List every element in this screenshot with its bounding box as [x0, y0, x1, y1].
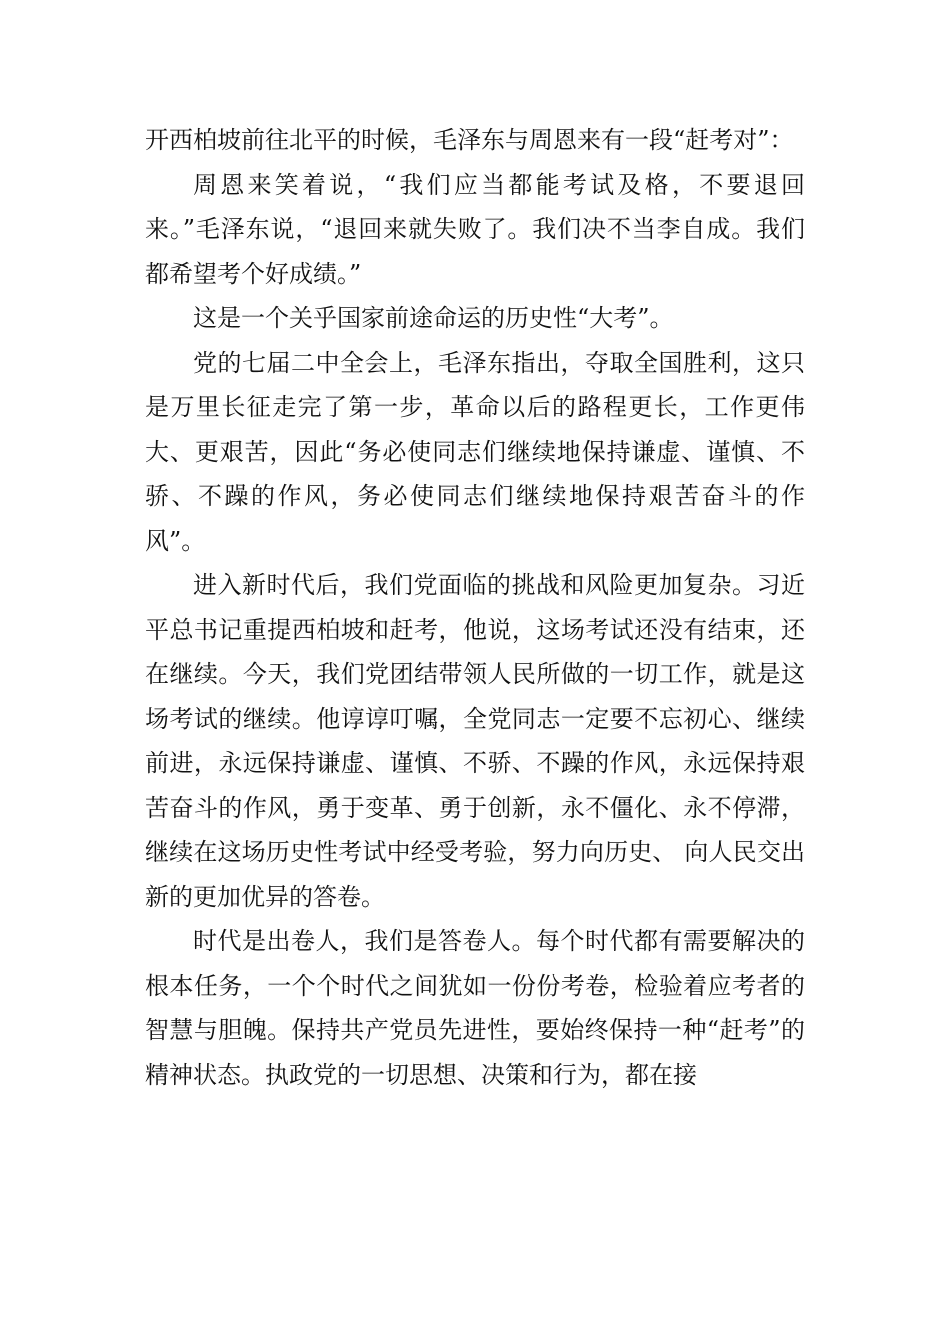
paragraph-second-plenum: 党的七届二中全会上，毛泽东指出，夺取全国胜利，这只是万里长征走完了第一步，革命以后的路程更长，工作更伟大、更艰苦，因此“务必使同志们继续地保持谦虚、谨慎、不骄、不躁的作风，务必使同志们继续地保持艰苦奋斗的作风”。 — [145, 348, 805, 555]
paragraph-era-examiner: 时代是出卷人，我们是答卷人。每个时代都有需要解决的根本任务，一个个时代之间犹如一份份考卷，检验着应考者的智慧与胆魄。保持共产党员先进性，要始终保持一种“赶考”的精神状态。执政党的一切思想、决策和行为，都在接 — [145, 927, 805, 1089]
paragraph-big-exam: 这是一个关乎国家前途命运的历史性“大考”。 — [193, 304, 674, 332]
paragraph-new-era: 进入新时代后，我们党面临的挑战和风险更加复杂。习近平总书记重提西柏坡和赶考，他说，这场考试还没有结束，还在继续。今天，我们党团结带领人民所做的一切工作，就是这场考试的继续。他谆谆叮嘱，全党同志一定要不忘初心、继续前进，永远保持谦虚、谨慎、不骄、不躁的作风，永远保持艰苦奋斗的作风，勇于变革、勇于创新，永不僵化、永不停滞，继续在这场历史性考试中经受考验，努力向历史、 向人民交出新的更加优异的答卷。 — [145, 571, 805, 911]
document-body — [145, 118, 805, 1097]
paragraph-zhou-quote: 周恩来笑着说，“我们应当都能考试及格，不要退回来。”毛泽东说，“退回来就失败了。我们决不当李自成。我们都希望考个好成绩。” — [145, 170, 805, 288]
paragraph-continuation: 开西柏坡前往北平的时候，毛泽东与周恩来有一段“赶考对”： — [145, 126, 794, 154]
